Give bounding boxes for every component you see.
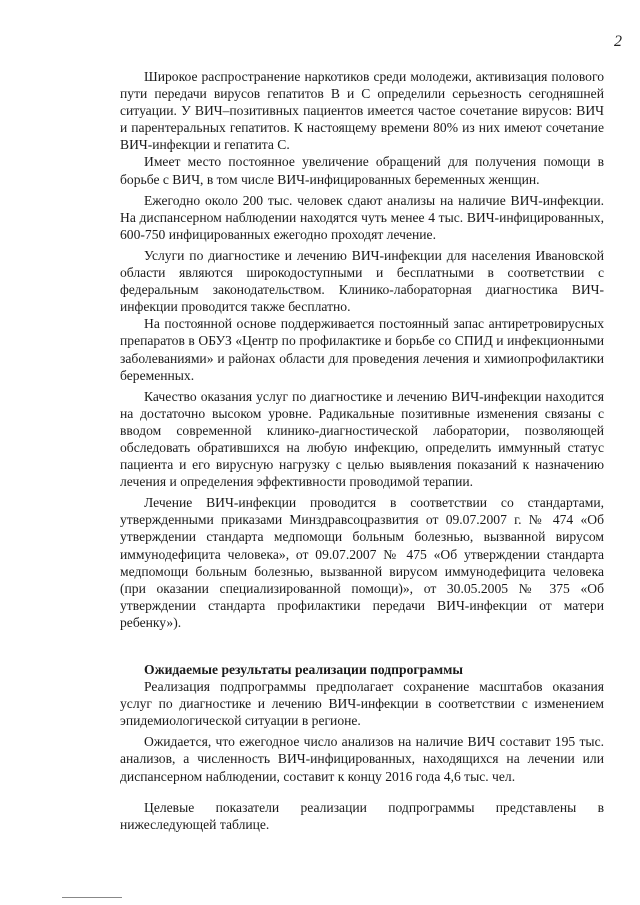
paragraph-target-indicators: Целевые показатели реализации подпрограммы представлены в нижеследующей таблице.	[120, 799, 604, 832]
paragraph-services-free: Услуги по диагностике и лечению ВИЧ-инфекции для населения Ивановской области являются широкодоступными и бесплатными в соответствии с федеральным законодательством. Клинико-лабораторная диагностика ВИЧ-инфекции проводится также бесплатно.	[120, 247, 604, 315]
paragraph-drugs-hepatitis: Широкое распространение наркотиков среди молодежи, активизация полового пути передачи вирусов гепатитов В и С определили серьезность сегодняшней ситуации. У ВИЧ–позитивных пациентов имеется частое сочетание вирусов: ВИЧ и парентеральных гепатитов. К настоящему времени 80% из них имеют сочетание ВИЧ-инфекции и гепатита С.	[120, 69, 604, 153]
paragraph-quality-services: Качество оказания услуг по диагностике и лечению ВИЧ-инфекции находится на достаточно высоком уровне. Радикальные позитивные изменения связаны с вводом современной клинико-диагностической лаборатории, позволяющей обследовать обратившихся на любую инфекцию, определить иммунный статус пациента и его вирусную нагрузку с целью выявления показаний к назначению лечения и определения эффективности проводимой терапии.	[120, 388, 604, 490]
paragraph-annual-tests: Ежегодно около 200 тыс. человек сдают анализы на наличие ВИЧ-инфекции. На диспансерном наблюдении находятся чуть менее 4 тыс. ВИЧ-инфицированных, 600-750 инфицированных ежегодно проходят лечение.	[120, 192, 604, 242]
paragraph-implementation: Реализация подпрограммы предполагает сохранение масштабов оказания услуг по диагностике и лечению ВИЧ-инфекции в соответствии с изменением эпидемиологической ситуации в регионе.	[120, 679, 604, 729]
paragraph-increase-requests: Имеет место постоянное увеличение обращений для получения помощи в борьбе с ВИЧ, в том числе ВИЧ-инфицированных беременных женщин.	[120, 154, 604, 187]
document-body	[120, 68, 604, 833]
page-number: 2	[614, 33, 622, 50]
paragraph-treatment-standards: Лечение ВИЧ-инфекции проводится в соответствии со стандартами, утвержденными приказами Минздравсоцразвития от 09.07.2007 г. № 474 «Об утверждении стандарта медпомощи больным болезнью, вызванной вирусом иммунодефицита человека», от 09.07.2007 № 475 «Об утверждении стандарта медпомощи больным болезнью, вызванной вирусом иммунодефицита человека (при оказании специализированной помощи)», от 30.05.2005 № 375 «Об утверждении стандарта профилактики передачи ВИЧ-инфекции от матери ребенку»).	[120, 495, 604, 630]
footer-divider	[62, 897, 122, 898]
paragraph-antiretroviral-stock: На постоянной основе поддерживается постоянный запас антиретровирусных препаратов в ОБУЗ «Центр по профилактике и борьбе со СПИД и инфекционными заболеваниями» и районах области для проведения лечения и химиопрофилактики беременных.	[120, 316, 604, 383]
paragraph-expected-numbers: Ожидается, что ежегодное число анализов на наличие ВИЧ составит 195 тыс. анализов, а численность ВИЧ-инфицированных, находящихся на лечении или диспансерном наблюдении, составит к концу 2016 года 4,6 тыс. чел.	[120, 734, 604, 784]
section-heading-expected-results: Ожидаемые результаты реализации подпрограммы	[144, 662, 464, 677]
